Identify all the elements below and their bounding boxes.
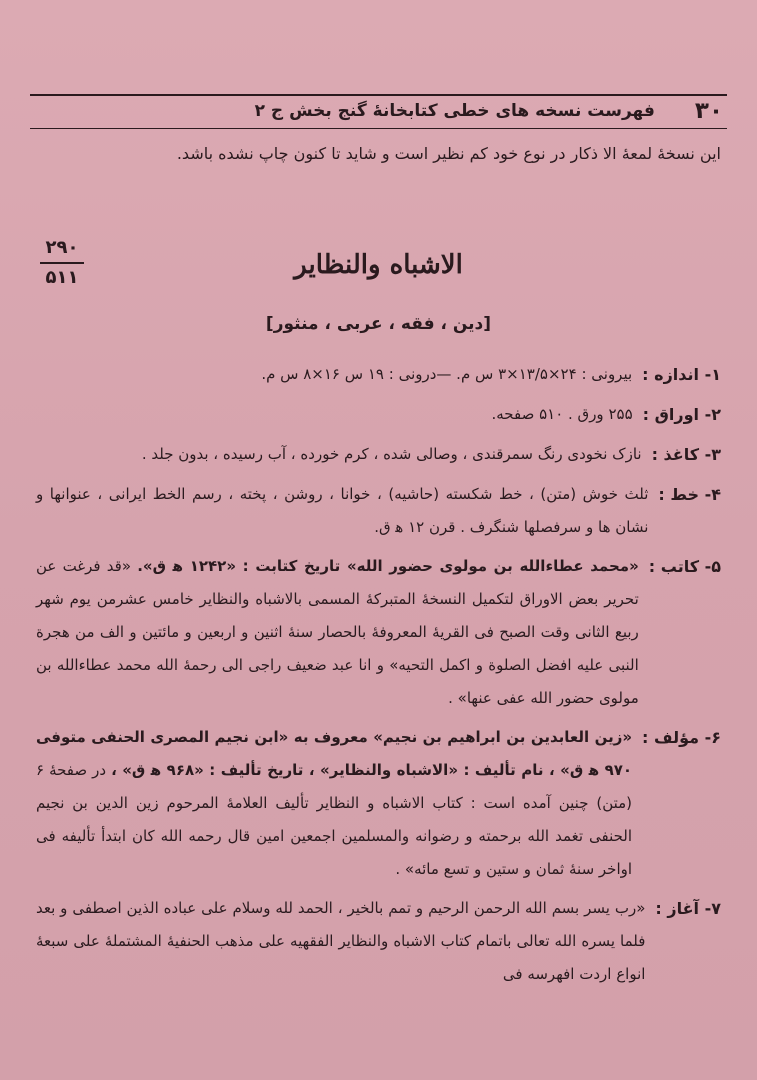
entry-tags: [دین ، فقه ، عربی ، منثور] — [265, 314, 492, 334]
field-value — [36, 550, 639, 715]
entry-number-bottom: ۵۱۱ — [45, 267, 79, 288]
entry-fields — [36, 358, 721, 997]
field-incipit — [36, 892, 721, 991]
intro-paragraph: این نسخهٔ لمعهٔ الا ذکار در نوع خود کم نظیر است و شاید تا کنون چاپ نشده باشد. — [176, 144, 721, 163]
field-label: ۲- اوراق : — [642, 405, 721, 424]
field-script — [36, 478, 721, 544]
field-label: ۷- آغاز : — [655, 899, 721, 918]
scribe-lead: «محمد عطاءالله بن مولوی حضور الله» تاریخ کتابت : «۱۲۴۲ ه‍ ق». — [137, 557, 639, 575]
page-number: ۳۰ — [694, 98, 723, 124]
field-value — [36, 721, 632, 886]
field-value: «رب یسر بسم الله الرحمن الرحیم و تمم بالخیر ، الحمد لله وسلام علی عباده الذین اصطفی و بعد فلما یسره الله تعالی باتمام کتاب الاشباه والنظایر الفقهیه علی مذهب الحنفیهٔ المشتملهٔ علی سبعهٔ انواع اردت افهرسه فی — [36, 899, 646, 983]
field-paper — [36, 438, 721, 472]
entry-number — [38, 234, 86, 292]
entry-number-top: ۲۹۰ — [45, 237, 79, 258]
field-label: ۴- خط : — [658, 485, 721, 504]
field-leaves — [36, 398, 721, 432]
field-value: بیرونی : ۲۴×۱۳/۵×۳ س م. —درونی : ۱۹ س ۱۶×۸ س م. — [261, 365, 633, 383]
author-lead: «زین العابدین بن ابراهیم بن نجیم» معروف به «ابن نجیم المصری الحنفی متوفی ۹۷۰ ه‍ ق» ، نام تألیف : «الاشباه والنظایر» ، تاریخ تألیف : «۹۶۸ ه‍ ق» ، — [36, 728, 633, 779]
field-label: ۵- کاتب : — [648, 557, 721, 576]
header-rule-bottom — [30, 128, 727, 129]
field-author — [36, 721, 721, 886]
field-label: ۳- کاغذ : — [651, 445, 721, 464]
field-label: ۶- مؤلف : — [642, 728, 721, 747]
page-header — [34, 96, 723, 126]
field-value: ۲۵۵ ورق . ۵۱۰ صفحه. — [491, 405, 633, 423]
scribe-colophon: «قد فرغت عن تحریر بعض الاوراق لتکمیل النسخهٔ المتبرکهٔ المسمی بالاشباه والنظایر خامس عشرمن یوم شهر ربیع الثانی وقت الصبح فی القریهٔ المعروفهٔ بالحصار سنهٔ اثنین و اربعین و مائتین و الف من هجرة النبی علیه افضل الصلوة و اکمل التحیه» و انا عبد ضعیف راجی الی رحمهٔ الله محمد عطاءالله بن مولوی حضور الله عفی عنها» . — [36, 557, 639, 707]
running-title: فهرست نسخه های خطی کتابخانهٔ گنج بخش ج ۲ — [254, 101, 655, 121]
header-rule-top — [30, 94, 727, 96]
field-label: ۱- اندازه : — [642, 365, 721, 384]
field-size — [36, 358, 721, 392]
entry-title: الاشباه والنظایر — [294, 250, 463, 280]
field-value: نازک نخودی رنگ سمرقندی ، وصالی شده ، کرم خورده ، آب رسیده ، بدون جلد . — [141, 445, 642, 463]
field-value: ثلث خوش (متن) ، خط شکسته (حاشیه) ، خوانا ، روشن ، پخته ، رسم الخط ایرانی ، عنوانها و نشان ها و سرفصلها شنگرف . قرن ۱۲ ه‍ ق. — [36, 485, 649, 536]
author-note: در صفحهٔ ۶ (متن) چنین آمده است : کتاب الاشباه و النظایر تألیف العلامهٔ المرحوم زین الدین بن نجیم الحنفی تغمد الله برحمته و رضوانه والمسلمین اجمعین امین قال رحمه الله کان ابتدأ تألیفه فی اواخر سنهٔ ثمان و ستین و تسع مائه» . — [36, 761, 633, 878]
field-scribe — [36, 550, 721, 715]
